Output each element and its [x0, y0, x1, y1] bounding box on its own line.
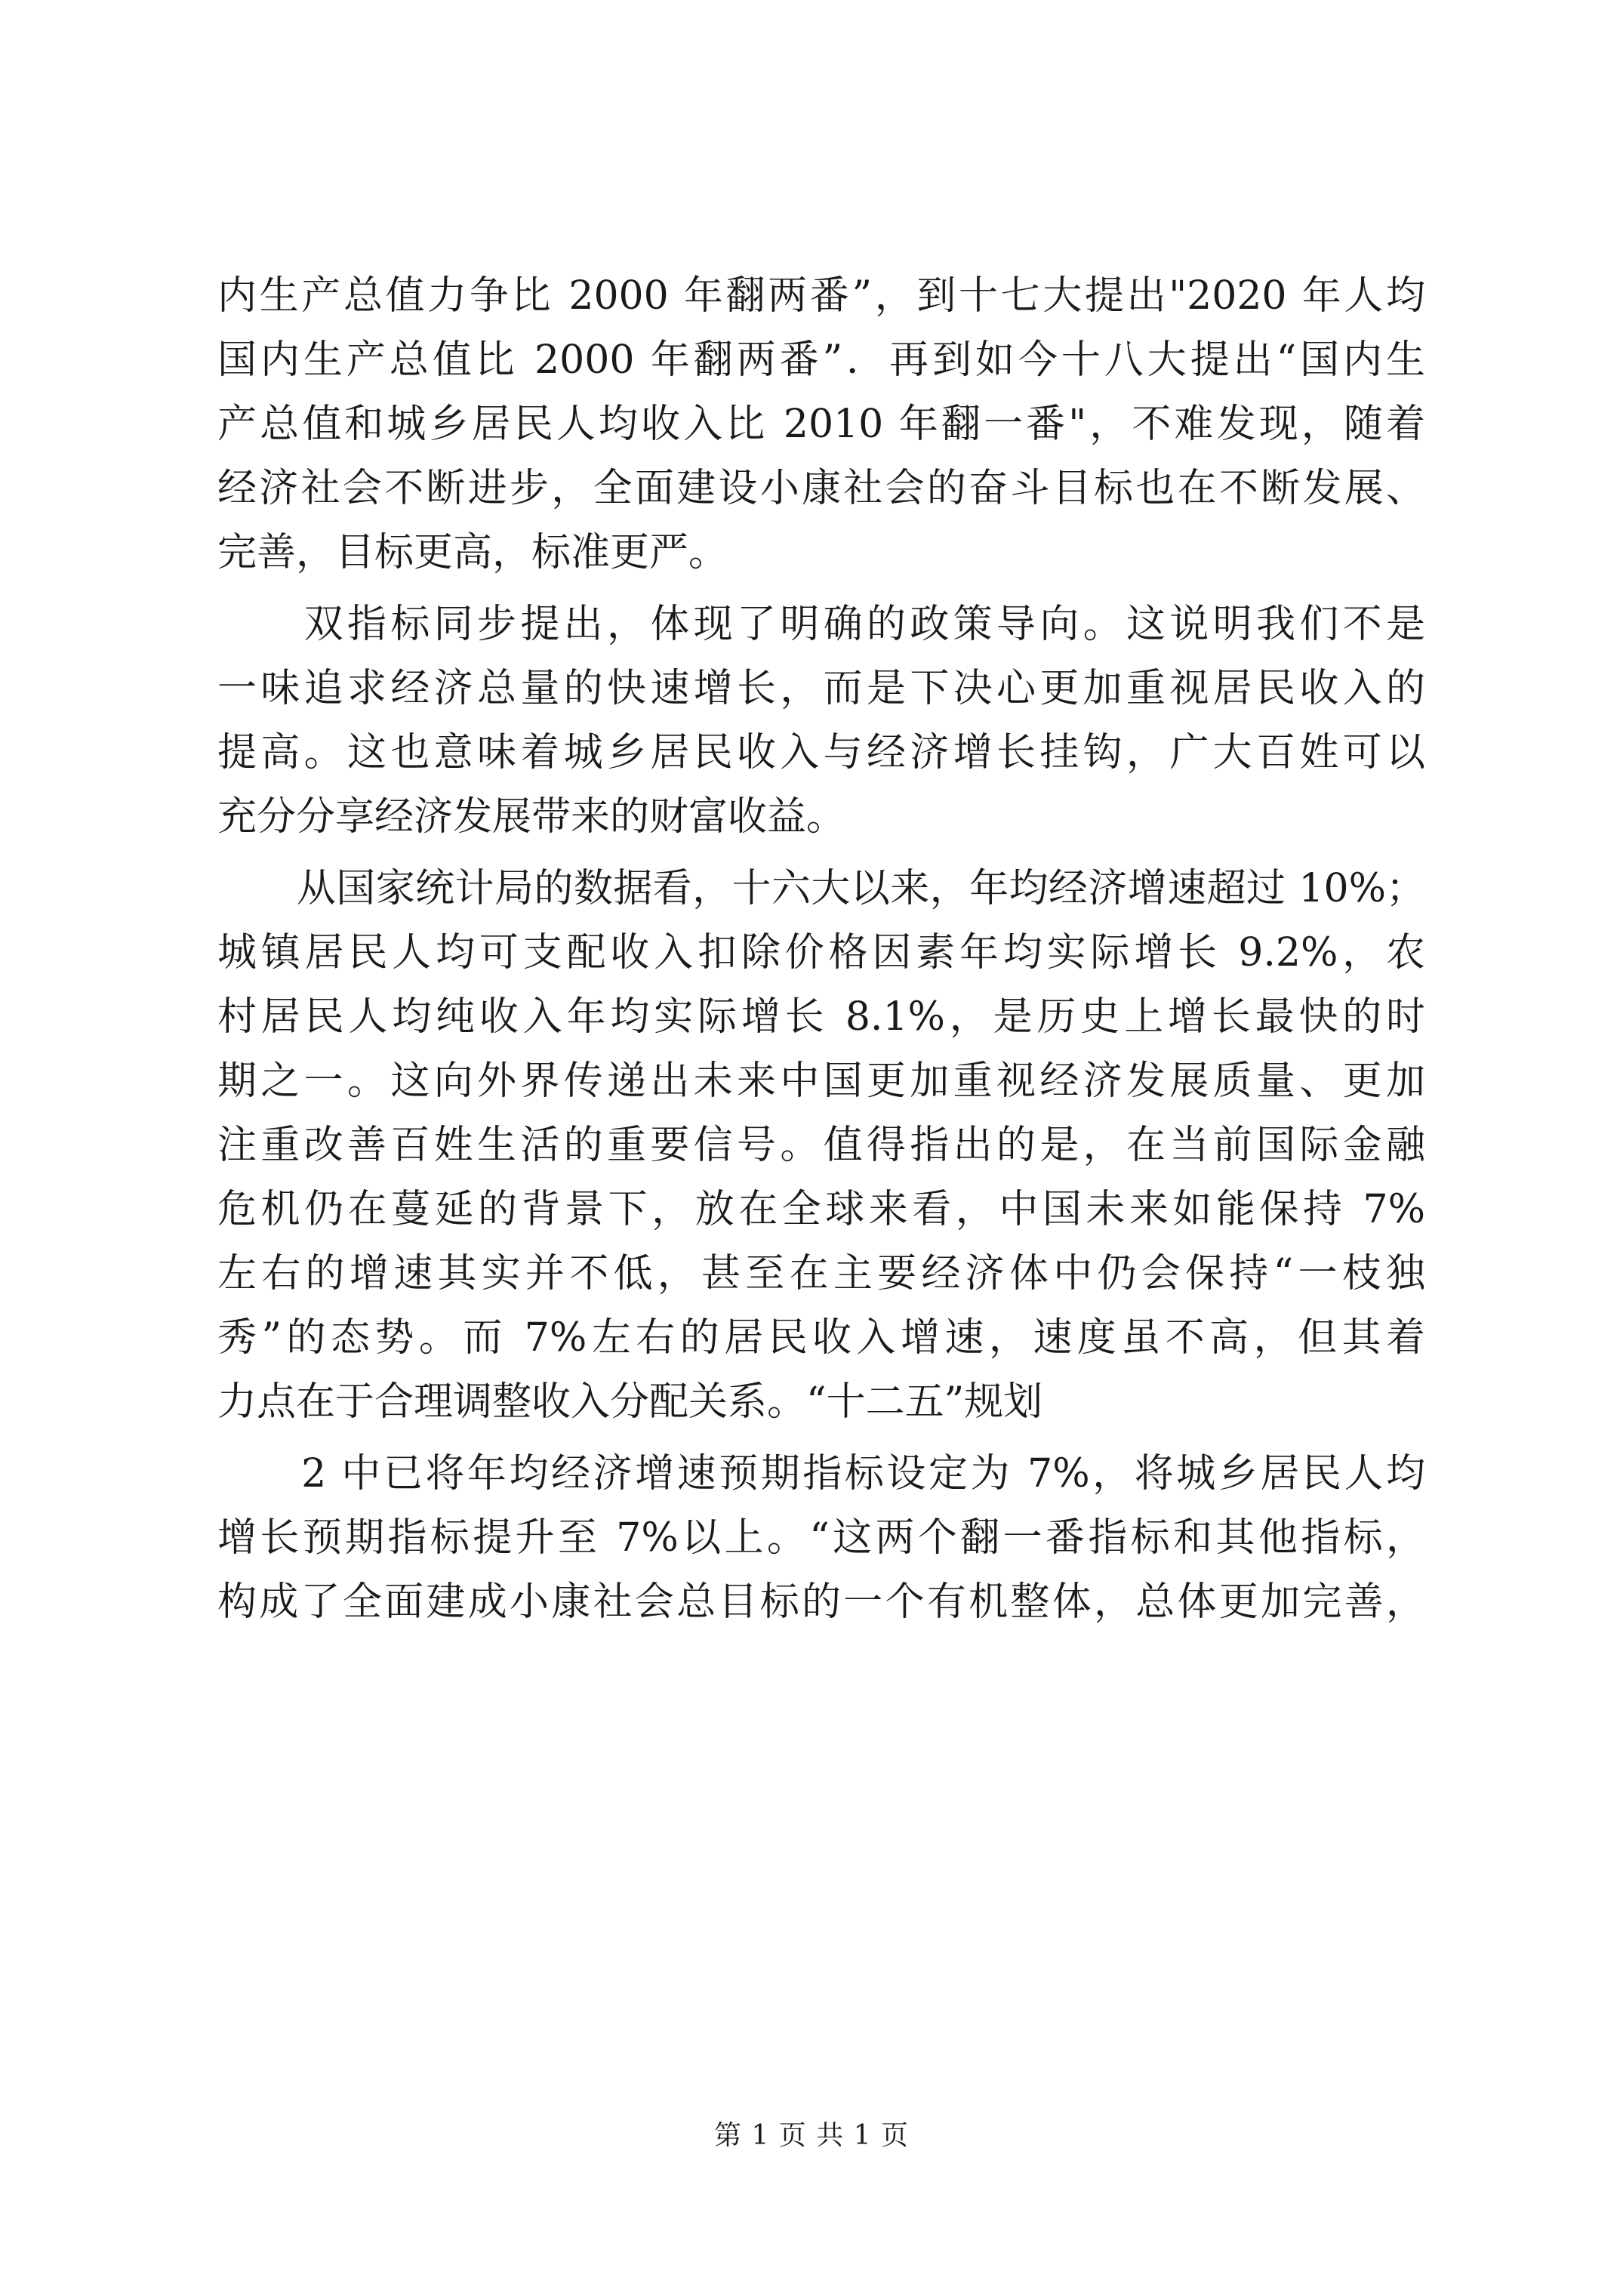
text-line: 城镇居民人均可支配收入扣除价格因素年均实际增长 9.2%，农	[217, 930, 1425, 975]
page-number-label: 第 1 页 共 1 页	[713, 2120, 910, 2151]
text-line: 村居民人均纯收入年均实际增长 8.1%，是历史上增长最快的时	[217, 994, 1425, 1040]
text-line: 国内生产总值比 2000 年翻两番”．再到如今十八大提出“国内生	[217, 337, 1425, 383]
text-line: 提高。这也意味着城乡居民收入与经济增长挂钩，广大百姓可以	[217, 730, 1425, 775]
page-footer	[0, 2114, 1623, 2153]
paragraph-gap	[217, 1435, 1425, 1442]
text-line: 产总值和城乡居民人均收入比 2010 年翻一番"，不难发现，随着	[217, 402, 1425, 447]
text-line: 力点在于合理调整收入分配关系。“十二五”规划	[217, 1379, 1043, 1425]
paragraph-gap	[217, 585, 1425, 593]
text-line: 左右的增速其实并不低，甚至在主要经济体中仍会保持“一枝独	[217, 1251, 1425, 1296]
text-line: 双指标同步提出，体现了明确的政策导向。这说明我们不是	[217, 602, 1425, 647]
paragraph-3	[217, 857, 1425, 1435]
paragraph-2	[217, 593, 1425, 849]
text-line: 构成了全面建成小康社会总目标的一个有机整体，总体更加完善，	[217, 1579, 1425, 1625]
document-body	[217, 264, 1425, 1635]
text-line: 2 中已将年均经济增速预期指标设定为 7%，将城乡居民人均	[217, 1451, 1425, 1496]
text-line: 完善，目标更高，标准更严。	[217, 530, 728, 575]
text-line: 增长预期指标提升至 7%以上。“这两个翻一番指标和其他指标，	[217, 1515, 1425, 1561]
text-line: 期之一。这向外界传递出未来中国更加重视经济发展质量、更加	[217, 1059, 1425, 1104]
text-line: 注重改善百姓生活的重要信号。值得指出的是，在当前国际金融	[217, 1123, 1425, 1168]
text-line: 充分分享经济发展带来的财富收益。	[217, 794, 846, 840]
text-line: 经济社会不断进步，全面建设小康社会的奋斗目标也在不断发展、	[217, 466, 1425, 511]
text-line: 内生产总值力争比 2000 年翻两番”，到十七大提出"2020 年人均	[217, 273, 1425, 319]
paragraph-gap	[217, 849, 1425, 857]
text-line: 从国家统计局的数据看，十六大以来，年均经济增速超过 10%；	[217, 866, 1425, 911]
text-line: 秀”的态势。而 7%左右的居民收入增速，速度虽不高，但其着	[217, 1315, 1425, 1361]
text-line: 一味追求经济总量的快速增长，而是下决心更加重视居民收入的	[217, 666, 1425, 711]
paragraph-1	[217, 264, 1425, 585]
text-line: 危机仍在蔓延的背景下，放在全球来看，中国未来如能保持 7%	[217, 1187, 1425, 1232]
paragraph-4	[217, 1442, 1425, 1635]
